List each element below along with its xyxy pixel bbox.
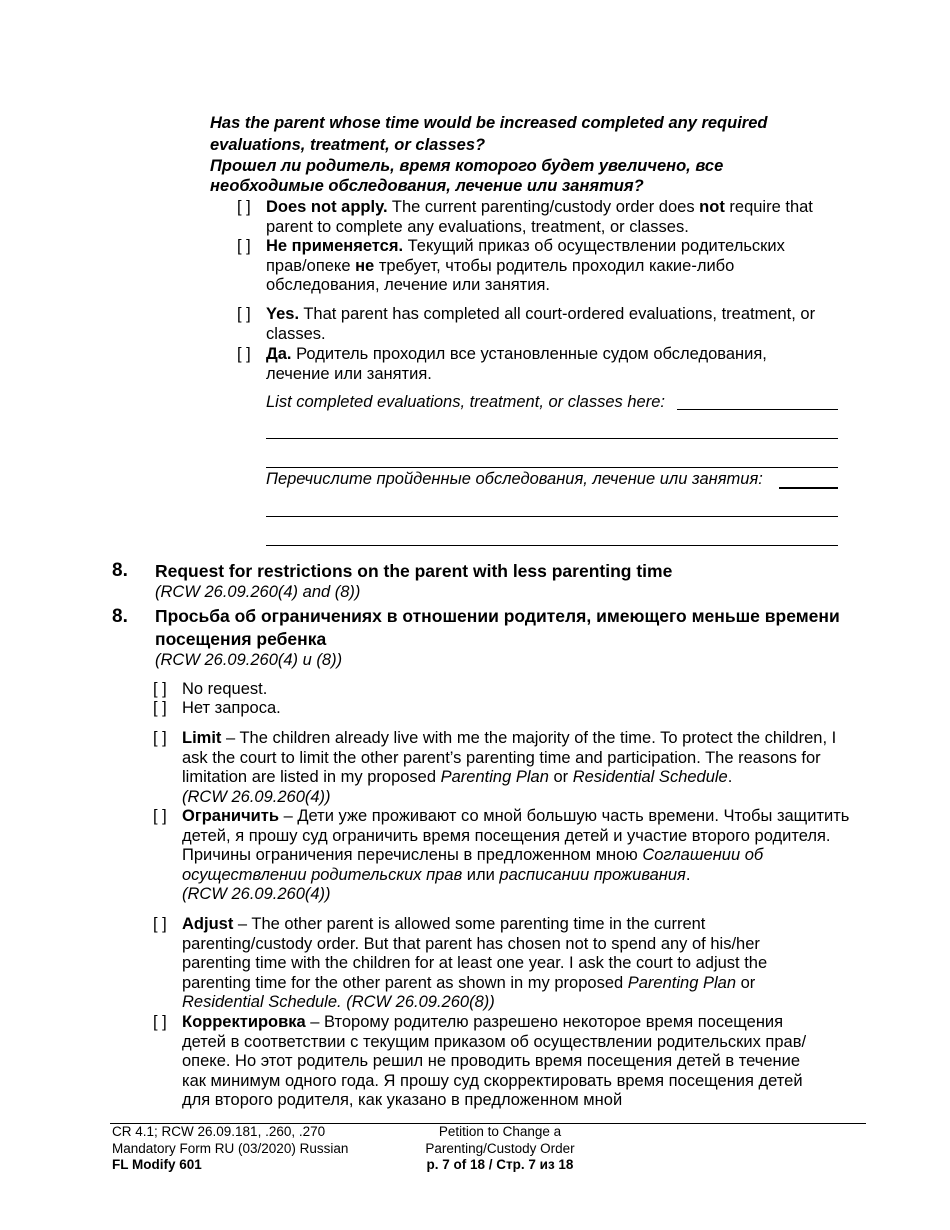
option-adjust-ru <box>182 1013 812 1111</box>
checkbox-adjust-ru[interactable]: [ ] <box>153 1013 167 1031</box>
option-limit-ru <box>182 807 850 905</box>
question-en: Has the parent whose time would be increased completed any required evaluations, treatment, or classes? <box>210 114 768 154</box>
footer-middle <box>400 1124 600 1174</box>
option-emphasis: не <box>355 256 375 275</box>
checkbox-adjust-en[interactable]: [ ] <box>153 915 167 933</box>
option-does-not-apply-ru <box>266 237 826 296</box>
checkbox-does-not-apply-en[interactable]: [ ] <box>237 198 251 216</box>
option-text: require that parent to complete any evaluations, treatment, or classes. <box>266 198 813 236</box>
option-emphasis: not <box>699 198 725 216</box>
option-text: Родитель проходил все установленные судом обследования, лечение или занятия. <box>266 345 767 383</box>
footer-form-id: FL Modify 601 <box>112 1157 202 1172</box>
list-input-line-1[interactable] <box>677 409 838 410</box>
list-label-en: List completed evaluations, treatment, or classes here: <box>266 393 665 411</box>
option-limit-ru-label: Ограничить <box>182 807 280 825</box>
list-label-ru: Перечислите пройденные обследования, лечение или занятия: <box>266 470 763 488</box>
option-yes-ru-label: Да. <box>266 345 292 363</box>
option-text: That parent has completed all court-ordered evaluations, treatment, or classes. <box>266 305 816 343</box>
option-text: . <box>727 768 733 787</box>
option-limit-en <box>182 729 854 807</box>
footer-rule-citation: CR 4.1; RCW 26.09.181, .260, .270 <box>112 1124 326 1139</box>
option-rcw: (RCW 26.09.260(8)) <box>341 993 495 1012</box>
option-text: требует, чтобы родитель проходил какие-либо обследования, лечение или занятия. <box>266 256 735 295</box>
option-does-not-apply-en <box>266 198 846 237</box>
checkbox-yes-ru[interactable]: [ ] <box>237 345 251 363</box>
option-adjust-en-label: Adjust <box>182 915 234 933</box>
option-form-name: Residential Schedule. <box>182 993 342 1012</box>
option-no-request-ru: Нет запроса. <box>182 699 281 717</box>
section-rcw-en: (RCW 26.09.260(4) and (8)) <box>155 583 361 601</box>
option-text: – Второму родителю разрешено некоторое время посещения детей в соответствии с текущим приказом об осуществлении родительских прав/опеке. Но этот родитель решил не проводить время посещения детей в течение как минимум одного года. Я прошу суд скорректировать время посещения детей для второго родителя, как указано в предложенном мной <box>182 1013 807 1110</box>
option-does-not-apply-en-label: Does not apply. <box>266 198 388 216</box>
option-text: Текущий приказ об осуществлении родительских прав/опеке <box>266 237 785 275</box>
option-text: – The other parent is allowed some parenting time in the current parenting/custody order. But that parent has chosen not to spend any of his/her parenting time with the children for at least one year. I ask the court to adjust the parenting time for the other parent as shown in my proposed <box>182 915 768 992</box>
option-adjust-en <box>182 915 802 1013</box>
option-limit-en-label: Limit <box>182 729 222 747</box>
option-does-not-apply-ru-label: Не применяется. <box>266 237 404 255</box>
option-form-name: Parenting Plan <box>627 973 736 992</box>
section-rcw-ru: (RCW 26.09.260(4) и (8)) <box>155 651 343 669</box>
option-rcw: (RCW 26.09.260(4)) <box>182 787 331 806</box>
list-input-line-6[interactable] <box>266 545 838 546</box>
checkbox-limit-en[interactable]: [ ] <box>153 729 167 747</box>
option-form-name: расписании проживания <box>499 865 686 884</box>
option-text: – The children already live with me the majority of the time. To protect the children, I ask the court to limit the other parent’s parenting time and participation. The reasons for limitation are listed in my proposed <box>182 729 837 787</box>
checkbox-limit-ru[interactable]: [ ] <box>153 807 167 825</box>
question-ru: Прошел ли родитель, время которого будет увеличено, все необходимые обследования, лечение или занятия? <box>210 157 724 195</box>
footer-form-title-2: Parenting/Custody Order <box>425 1140 575 1156</box>
option-text: или <box>462 865 500 884</box>
option-yes-ru <box>266 345 826 384</box>
list-input-line-3[interactable] <box>266 467 838 468</box>
option-adjust-ru-label: Корректировка <box>182 1013 306 1031</box>
section-number-en: 8. <box>112 560 128 581</box>
option-no-request-en: No request. <box>182 680 268 698</box>
option-text: or <box>736 973 756 992</box>
option-text: The current parenting/custody order does <box>387 198 700 216</box>
footer-form-title-1: Petition to Change a <box>438 1124 562 1139</box>
section-title-ru: Просьба об ограничениях в отношении родителя, имеющего меньше времени посещения ребенка <box>155 606 840 649</box>
checkbox-no-request-en[interactable]: [ ] <box>153 680 167 698</box>
option-form-name: Соглашении об осуществлении родительских прав <box>182 846 764 884</box>
option-text: . <box>685 865 691 884</box>
option-form-name: Parenting Plan <box>440 768 549 787</box>
section-number-ru: 8. <box>112 606 128 627</box>
option-yes-en <box>266 305 836 344</box>
option-rcw: (RCW 26.09.260(4)) <box>182 885 331 904</box>
list-input-line-2[interactable] <box>266 438 838 439</box>
footer-left <box>112 1124 348 1174</box>
option-text: or <box>548 768 573 787</box>
list-input-line-4[interactable] <box>779 487 838 489</box>
section-title-en: Request for restrictions on the parent with less parenting time <box>155 561 673 581</box>
option-form-name: Residential Schedule <box>572 768 728 787</box>
checkbox-no-request-ru[interactable]: [ ] <box>153 699 167 717</box>
footer-form-type: Mandatory Form RU (03/2020) Russian <box>112 1140 349 1156</box>
option-text: – Дети уже проживают со мной большую часть времени. Чтобы защитить детей, я прошу суд ограничить время посещения детей и участие второго родителя. Причины ограничения перечислены в предложенном мною <box>182 807 850 865</box>
option-yes-en-label: Yes. <box>266 305 300 323</box>
list-input-line-5[interactable] <box>266 516 838 517</box>
checkbox-yes-en[interactable]: [ ] <box>237 305 251 323</box>
checkbox-does-not-apply-ru[interactable]: [ ] <box>237 237 251 255</box>
footer-page-number: p. 7 of 18 / Стр. 7 из 18 <box>426 1157 574 1172</box>
